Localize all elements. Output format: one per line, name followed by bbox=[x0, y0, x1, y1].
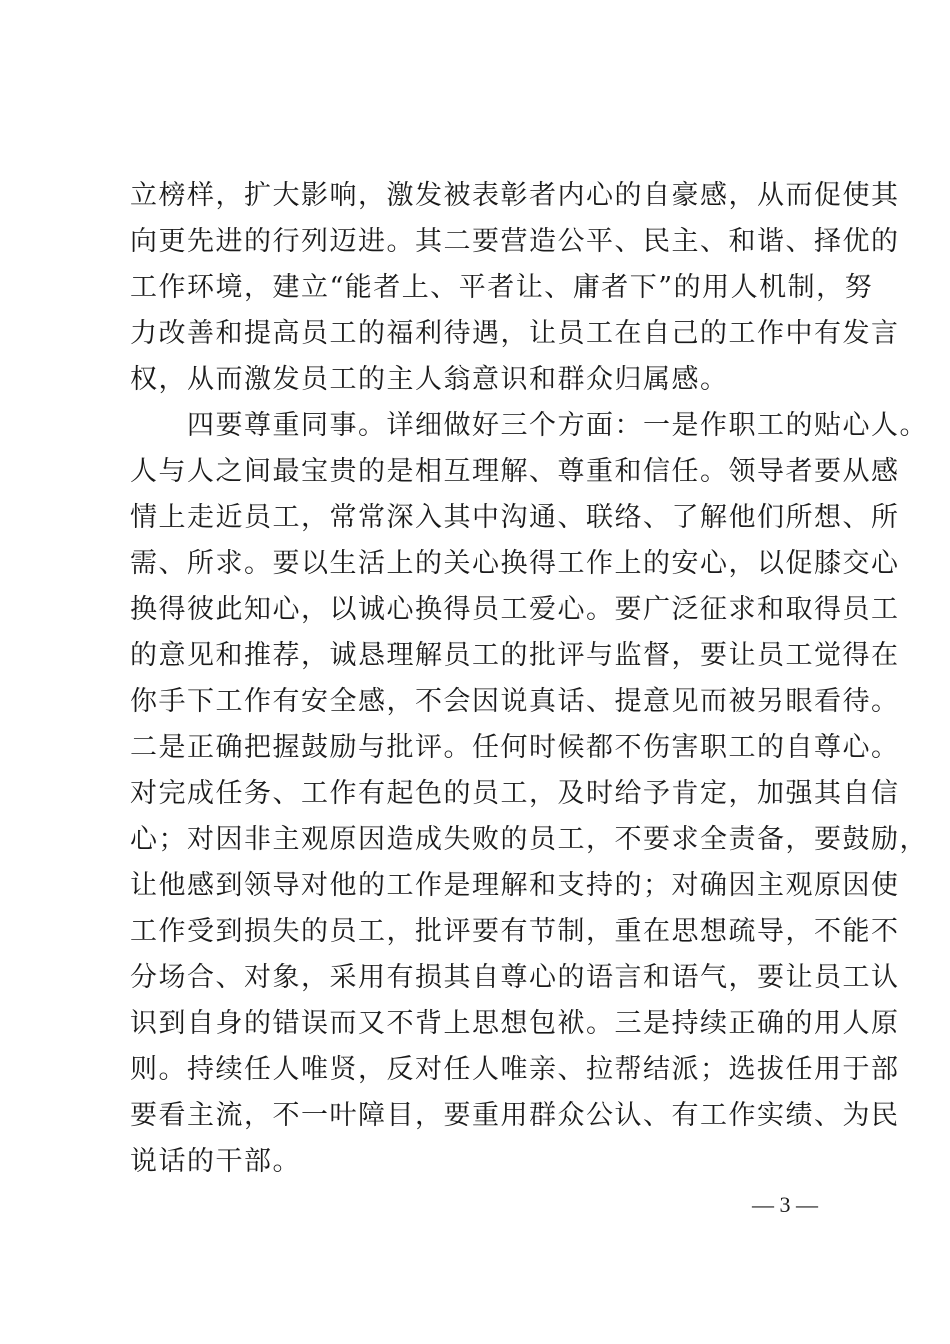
text-line: 需、所求。要以生活上的关心换得工作上的安心，以促膝交心 bbox=[130, 548, 900, 579]
text-line: 对完成任务、工作有起色的员工，及时给予肯定，加强其自信 bbox=[130, 778, 900, 809]
text-line: 要看主流，不一叶障目，要重用群众公认、有工作实绩、为民 bbox=[130, 1100, 900, 1131]
text-line: 二是正确把握鼓励与批评。任何时候都不伤害职工的自尊心。 bbox=[130, 732, 900, 763]
text-line: 则。持续任人唯贤，反对任人唯亲、拉帮结派；选拔任用于部 bbox=[130, 1054, 900, 1085]
text-line: 你手下工作有安全感，不会因说真话、提意见而被另眼看待。 bbox=[130, 686, 900, 717]
text-line: 向更先进的行列迈进。其二要营造公平、民主、和谐、择优的 bbox=[130, 226, 900, 257]
text-line: 的意见和推荐，诚恳理解员工的批评与监督，要让员工觉得在 bbox=[130, 640, 900, 671]
text-line: 工作环境，建立“能者上、平者让、庸者下”的用人机制，努 bbox=[130, 272, 874, 303]
text-line: 换得彼此知心，以诚心换得员工爱心。要广泛征求和取得员工 bbox=[130, 594, 900, 625]
text-line: 立榜样，扩大影响，激发被表彰者内心的自豪感，从而促使其 bbox=[130, 180, 900, 211]
text-line: 让他感到领导对他的工作是理解和支持的；对确因主观原因使 bbox=[130, 870, 900, 901]
text-line: 识到自身的错误而又不背上思想包袱。三是持续正确的用人原 bbox=[130, 1008, 900, 1039]
text-line: 人与人之间最宝贵的是相互理解、尊重和信任。领导者要从感 bbox=[130, 456, 900, 487]
text-line: 四要尊重同事。详细做好三个方面：一是作职工的贴心人。 bbox=[130, 410, 928, 441]
text-line: 工作受到损失的员工，批评要有节制，重在思想疏导，不能不 bbox=[130, 916, 900, 947]
text-line: 情上走近员工，常常深入其中沟通、联络、了解他们所想、所 bbox=[130, 502, 900, 533]
text-line: 心；对因非主观原因造成失败的员工，不要求全责备，要鼓励， bbox=[130, 824, 928, 855]
page-number: — 3 — bbox=[752, 1192, 818, 1217]
text-line: 权，从而激发员工的主人翁意识和群众归属感。 bbox=[130, 364, 729, 395]
body-text bbox=[130, 173, 928, 1185]
text-line: 力改善和提高员工的福利待遇，让员工在自己的工作中有发言 bbox=[130, 318, 900, 349]
text-line: 说话的干部。 bbox=[130, 1146, 301, 1177]
text-line: 分场合、对象，采用有损其自尊心的语言和语气，要让员工认 bbox=[130, 962, 900, 993]
